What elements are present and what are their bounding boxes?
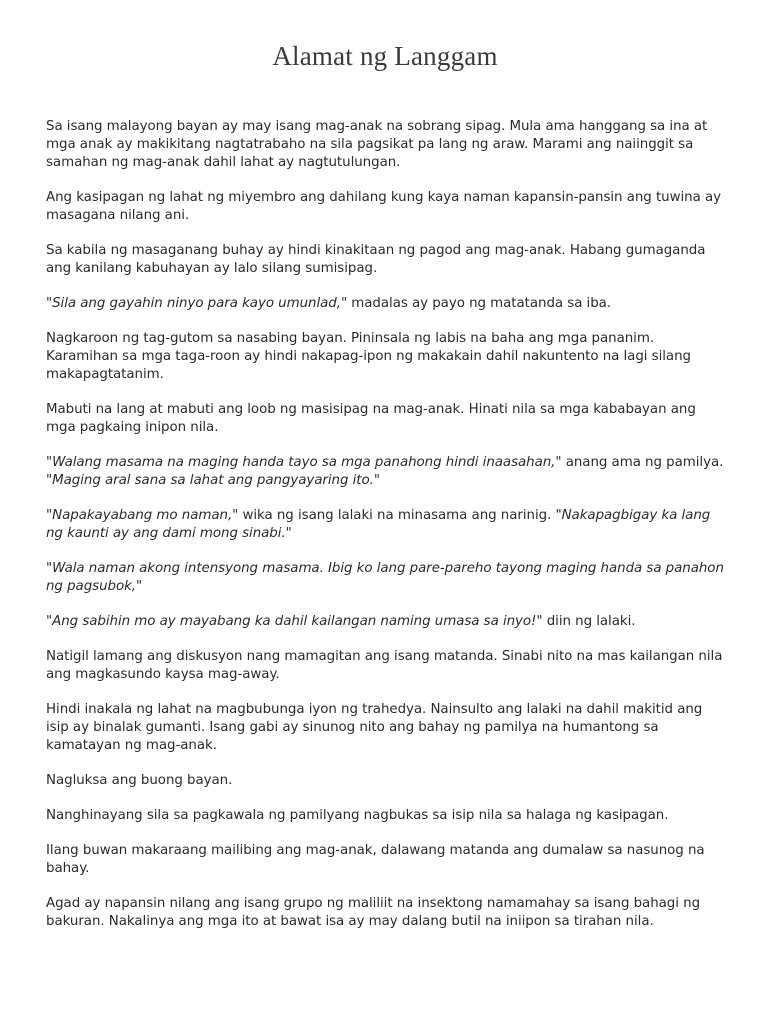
paragraph-text: Sa isang malayong bayan ay may isang mag-anak na sobrang sipag. Mula ama hanggang sa ina at mga anak ay makikitang nagtatrabaho na sila pagsikat pa lang ng araw. Marami ang naiinggit sa samahan ng mag-anak dahil lahat ay nagtutulungan. [46,119,708,170]
paragraph [46,507,724,543]
paragraph-text: Nagluksa ang buong bayan. [46,773,233,788]
paragraph [46,295,724,313]
paragraph-text: Ilang buwan makaraang mailibing ang mag-anak, dalawang matanda ang dumalaw sa nasunog na bahay. [46,843,705,876]
paragraph-text: anang ama ng pamilya. [561,455,724,470]
paragraph-text: Hindi inakala ng lahat na magbubunga iyon ng trahedya. Nainsulto ang lalaki na dahil makitid ang isip ay binalak gumanti. Isang gabi ay sinunog nito ang bahay ng pamilya na humantong sa kamatayan ng mag-anak. [46,702,703,753]
paragraph [46,242,724,278]
document-title: Alamat ng Langgam [272,41,498,71]
quoted-text: Nakapagbigay ka lang ng kaunti ay ang dami mong sinabi." [46,508,711,541]
document-body [46,118,724,931]
quoted-text: "Napakayabang mo naman," [46,508,239,523]
paragraph [46,560,724,596]
paragraph-text: madalas ay payo ng matatanda sa iba. [347,296,612,311]
paragraph [46,648,724,684]
quoted-text: "Wala naman akong intensyong masama. Ibig ko lang pare-pareho tayong maging handa sa panahon ng pagsubok," [46,561,724,594]
paragraph [46,118,724,172]
quoted-text: "Ang sabihin mo ay mayabang ka dahil kailangan naming umasa sa inyo!" [46,614,543,629]
paragraph-text: Sa kabila ng masaganang buhay ay hindi kinakitaan ng pagod ang mag-anak. Habang gumaganda ang kanilang kabuhayan ay lalo silang sumisipag. [46,243,706,276]
paragraph [46,401,724,437]
paragraph-text: Mabuti na lang at mabuti ang loob ng masisipag na mag-anak. Hinati nila sa mga kababayan ang mga pagkaing inipon nila. [46,402,696,435]
paragraph-text: Natigil lamang ang diskusyon nang mamagitan ang isang matanda. Sinabi nito na mas kailangan nila ang magkasundo kaysa mag-away. [46,649,723,682]
paragraph [46,330,724,384]
paragraph [46,613,724,631]
paragraph-text: Nagkaroon ng tag-gutom sa nasabing bayan. Pininsala ng labis na baha ang mga pananim. Karamihan sa mga taga-roon ay hindi nakapag-ipon ng makakain dahil nakuntento na lagi silang makapagtatanim. [46,331,691,382]
quoted-text: "Maging aral sana sa lahat ang pangyayaring ito." [46,473,380,488]
paragraph-text: diin ng lalaki. [542,614,636,629]
paragraph [46,895,724,931]
paragraph [46,807,724,825]
quoted-text: "Sila ang gayahin ninyo para kayo umunlad," [46,296,348,311]
paragraph [46,454,724,490]
paragraph-text: Ang kasipagan ng lahat ng miyembro ang dahilang kung kaya naman kapansin-pansin ang tuwina ay masagana nilang ani. [46,190,721,223]
paragraph-text: Nanghinayang sila sa pagkawala ng pamilyang nagbukas sa isip nila sa halaga ng kasipagan. [46,808,669,823]
paragraph [46,701,724,755]
quoted-text: "Walang masama na maging handa tayo sa mga panahong hindi inaasahan," [46,455,562,470]
paragraph [46,189,724,225]
paragraph [46,842,724,878]
paragraph-text: Agad ay napansin nilang ang isang grupo ng maliliit na insektong namamahay sa isang bahagi ng bakuran. Nakalinya ang mga ito at bawat isa ay may dalang butil na iniipon sa tirahan nila. [46,896,701,929]
paragraph [46,772,724,790]
paragraph-text: wika ng isang lalaki na minasama ang narinig. " [238,508,562,523]
